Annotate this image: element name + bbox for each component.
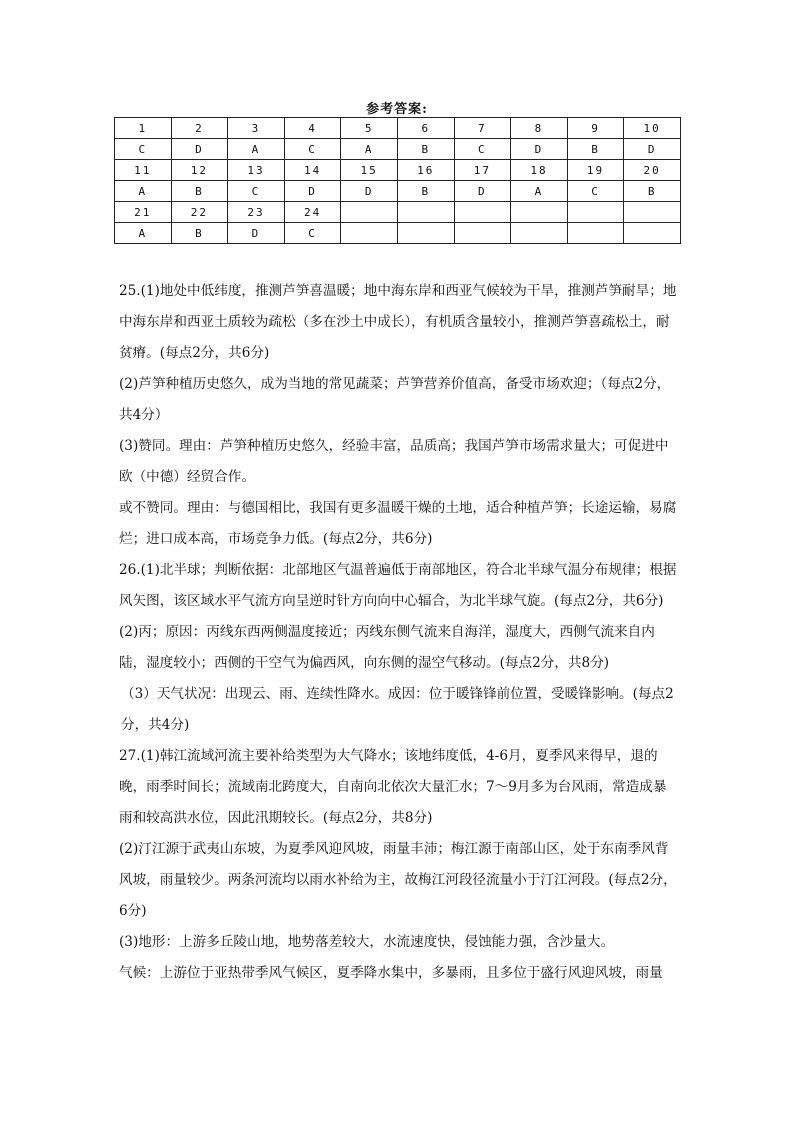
q27-part1: 27.(1)韩江流域河流主要补给类型为大气降水；该地纬度低，4-6月，夏季风来得早，退的晚，雨季时间长；流域南北跨度大，自南向北依次大量汇水；7～9月多为台风雨，常造成暴雨和较高洪水位，因此汛期较长。(每点2分，共8分) [119,748,667,826]
answer-key-title: 参考答案: [366,102,428,117]
answer-letter-cell: C [284,139,341,160]
answer-letter-cell: A [228,139,285,160]
answer-letter-cell: D [284,181,341,202]
question-number-row [115,160,681,181]
question-number-cell [567,202,624,223]
question-number-cell: 15 [341,160,398,181]
question-number-cell [341,202,398,223]
answer-letter-cell: C [567,181,624,202]
question-number-cell: 7 [454,118,511,139]
answer-letter-cell [397,223,454,244]
question-number-cell: 3 [228,118,285,139]
answer-letter-row [115,139,681,160]
question-number-cell: 4 [284,118,341,139]
q27-part3-terrain: (3)地形：上游多丘陵山地，地势落差较大，水流速度快，侵蚀能力强，含沙量大。 [119,934,615,950]
question-number-cell: 22 [171,202,228,223]
answer-letter-cell: C [284,223,341,244]
answer-letter-cell: B [171,181,228,202]
question-number-cell [454,202,511,223]
question-number-cell: 23 [228,202,285,223]
question-number-row [115,118,681,139]
question-number-cell: 12 [171,160,228,181]
answer-letter-cell: C [454,139,511,160]
answer-letter-cell: D [454,181,511,202]
question-number-cell: 5 [341,118,398,139]
answer-letter-cell: A [341,139,398,160]
question-number-row [115,202,681,223]
answer-letter-cell [511,223,568,244]
answer-letter-row [115,181,681,202]
q26-part3: （3）天气状况：出现云、雨、连续性降水。成因：位于暖锋锋前位置，受暖锋影响。(每点2分，共4分) [121,686,674,733]
answer-letter-cell: D [171,139,228,160]
answer-letter-cell: A [115,223,172,244]
answer-letter-cell [454,223,511,244]
question-number-cell: 16 [397,160,454,181]
answer-letter-cell [341,223,398,244]
answer-letter-cell: A [115,181,172,202]
answer-letter-cell: B [171,223,228,244]
q26-part2: (2)丙；原因：丙线东西两侧温度接近；丙线东侧气流来自海洋，湿度大，西侧气流来自内陆，湿度较小；西侧的干空气为偏西风，向东侧的湿空气移动。(每点2分，共8分) [119,624,655,671]
question-number-cell: 14 [284,160,341,181]
question-number-cell: 6 [397,118,454,139]
answer-explanations [119,276,679,989]
answer-letter-cell: B [397,181,454,202]
answer-letter-cell: D [624,139,681,160]
question-number-cell [397,202,454,223]
answer-letter-cell: B [567,139,624,160]
answer-letter-cell [567,223,624,244]
answer-letter-cell [624,223,681,244]
answer-letter-cell: B [397,139,454,160]
q25-part3-alt: 或不赞同。理由：与德国相比，我国有更多温暖干燥的土地，适合种植芦笋；长途运输，易腐烂；进口成本高，市场竞争力低。(每点2分，共6分) [119,500,677,547]
question-number-cell: 9 [567,118,624,139]
q26-part1: 26.(1)北半球；判断依据：北部地区气温普遍低于南部地区，符合北半球气温分布规律；根据风矢图，该区域水平气流方向呈逆时针方向向中心辐合，为北半球气旋。(每点2分，共6分) [119,562,677,609]
question-number-cell: 19 [567,160,624,181]
question-number-cell: 13 [228,160,285,181]
question-number-cell: 24 [284,202,341,223]
question-number-cell: 1 [115,118,172,139]
answer-letter-cell: C [115,139,172,160]
answer-letter-row [115,223,681,244]
answer-letter-cell: D [511,139,568,160]
question-number-cell: 21 [115,202,172,223]
question-number-cell: 10 [624,118,681,139]
answer-letter-cell: C [228,181,285,202]
question-number-cell: 2 [171,118,228,139]
question-number-cell: 8 [511,118,568,139]
question-number-cell: 20 [624,160,681,181]
question-number-cell: 17 [454,160,511,181]
answer-letter-cell: D [228,223,285,244]
answer-letter-cell: D [341,181,398,202]
question-number-cell: 18 [511,160,568,181]
q25-part1: 25.(1)地处中低纬度，推测芦笋喜温暖；地中海东岸和西亚气候较为干旱，推测芦笋耐旱；地中海东岸和西亚土质较为疏松（多在沙土中成长），有机质含量较小，推测芦笋喜疏松土，耐贫瘠。(每点2分，共6分) [119,283,677,361]
answer-letter-cell: B [624,181,681,202]
q25-part3: (3)赞同。理由：芦笋种植历史悠久，经验丰富，品质高；我国芦笋市场需求量大；可促进中欧（中德）经贸合作。 [119,438,669,485]
q25-part2: (2)芦笋种植历史悠久，成为当地的常见蔬菜；芦笋营养价值高，备受市场欢迎；（每点2分，共4分） [119,376,671,423]
question-number-cell: 11 [115,160,172,181]
answer-table [114,117,681,244]
q27-part3-climate: 气候：上游位于亚热带季风气候区，夏季降水集中，多暴雨，且多位于盛行风迎风坡，雨量 [119,965,663,981]
question-number-cell [511,202,568,223]
question-number-cell [624,202,681,223]
answer-letter-cell: A [511,181,568,202]
q27-part2: (2)汀江源于武夷山东坡，为夏季风迎风坡，雨量丰沛；梅江源于南部山区，处于东南季风背风坡，雨量较少。两条河流均以雨水补给为主，故梅江河段径流量小于汀江河段。(每点2分，6分) [119,841,677,919]
